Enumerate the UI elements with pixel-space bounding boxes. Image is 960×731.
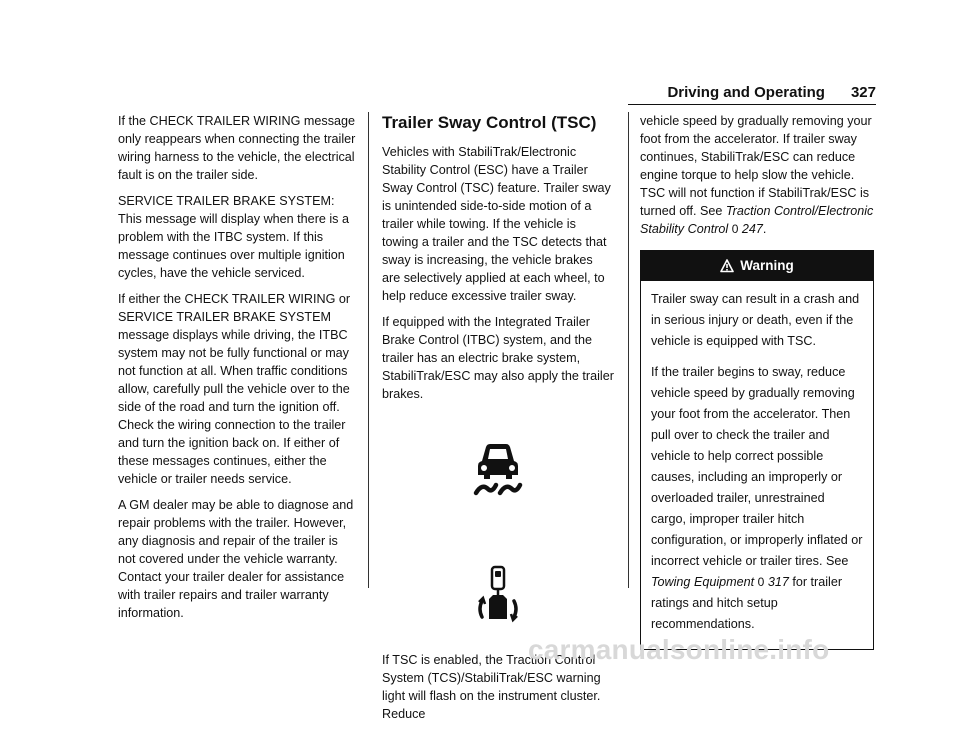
page-reference[interactable]: 247 bbox=[741, 222, 763, 236]
warning-box bbox=[640, 250, 874, 650]
warning-title: Warning bbox=[740, 258, 794, 273]
paragraph: If TSC is enabled, the Traction Control System (TCS)/StabiliTrak/ESC warning light will flash on the instrument cluster. Reduce bbox=[382, 653, 601, 721]
trailer-sway-icon bbox=[476, 565, 520, 625]
paragraph: Trailer sway can result in a crash and in serious injury or death, even if the vehicle is equipped with TSC. bbox=[651, 292, 860, 348]
column-1 bbox=[118, 112, 356, 630]
paragraph: If equipped with the Integrated Trailer Brake Control (ITBC) system, and the trailer has an electric brake system, StabiliTrak/ESC may also apply the trailer brakes. bbox=[382, 315, 614, 401]
page-reference-icon: 0 bbox=[731, 222, 739, 236]
paragraph: SERVICE TRAILER BRAKE SYSTEM: This message will display when there is a problem with the ITBC system. If this message continues over multiple ignition cycles, have the vehicle serviced. bbox=[118, 194, 349, 280]
header-rule bbox=[628, 104, 876, 105]
paragraph: A GM dealer may be able to diagnose and repair problems with the trailer. However, any diagnosis and repair of the trailer is not covered under the vehicle warranty. Contact your trailer dealer for assistance with trailer repairs and trailer warranty information. bbox=[118, 498, 354, 620]
warning-header bbox=[641, 251, 873, 281]
column-divider-1 bbox=[368, 112, 369, 588]
paragraph: Vehicles with StabiliTrak/Electronic Stability Control (ESC) have a Trailer Sway Control (TSC) feature. Trailer sway is unintended side-to-side motion of a trailer while towing. If the vehicle is towing a trailer and the TSC detects that sway is increasing, the vehicle brakes are selectively applied at each wheel, to help reduce excessive trailer sway. bbox=[382, 145, 611, 303]
trailer-sway-icon-wrap bbox=[382, 565, 614, 625]
paragraph-text: If the trailer begins to sway, reduce vehicle speed by gradually removing your foot from the accelerator. Then pull over to check the trailer and vehicle to help correct possible causes, including an improperly or overloaded trailer, unrestrained cargo, improper trailer hitch configuration, or improperly inflated or incorrect vehicle or trailer tires. See bbox=[651, 365, 863, 568]
paragraph: If either the CHECK TRAILER WIRING or SERVICE TRAILER BRAKE SYSTEM message displays while driving, the ITBC system may not be fully functional or may not function at all. When traffic conditions allow, carefully pull the vehicle over to the side of the road and turn the ignition off. Check the wiring connection to the trailer and turn the ignition back on. If either of these messages continues, either the vehicle or trailer needs service. bbox=[118, 292, 351, 486]
warning-body bbox=[641, 281, 873, 649]
paragraph-text: for trailer ratings and hitch setup recommendations. bbox=[651, 575, 843, 631]
paragraph-text: vehicle speed by gradually removing your foot from the accelerator. If trailer sway continues, StabiliTrak/ESC can reduce engine torque to help slow the vehicle. TSC will not function if StabiliTrak/ESC is turned off. See bbox=[640, 114, 872, 218]
sentence-end: . bbox=[762, 222, 767, 236]
paragraph bbox=[640, 112, 874, 238]
section-title: Driving and Operating bbox=[667, 84, 825, 101]
watermark: carmanualsonline.info bbox=[528, 634, 830, 665]
warning-triangle-icon bbox=[720, 259, 734, 273]
skidding-car-icon bbox=[472, 439, 524, 499]
section-heading: Trailer Sway Control (TSC) bbox=[382, 113, 597, 132]
page-number: 327 bbox=[850, 84, 876, 101]
column-divider-2 bbox=[628, 112, 629, 588]
paragraph: If the CHECK TRAILER WIRING message only reappears when connecting the trailer wiring harness to the vehicle, the electrical fault is on the trailer side. bbox=[118, 114, 356, 182]
page-reference[interactable]: 317 bbox=[767, 575, 789, 589]
cross-reference-link[interactable]: Towing Equipment bbox=[651, 575, 755, 589]
page-header bbox=[667, 84, 876, 101]
column-3 bbox=[640, 112, 874, 650]
skidding-car-icon-wrap bbox=[382, 439, 614, 499]
page-reference-icon: 0 bbox=[757, 575, 765, 589]
paragraph bbox=[651, 362, 863, 635]
cross-reference-link[interactable]: Traction Control/Electronic Stability Control bbox=[640, 204, 874, 236]
